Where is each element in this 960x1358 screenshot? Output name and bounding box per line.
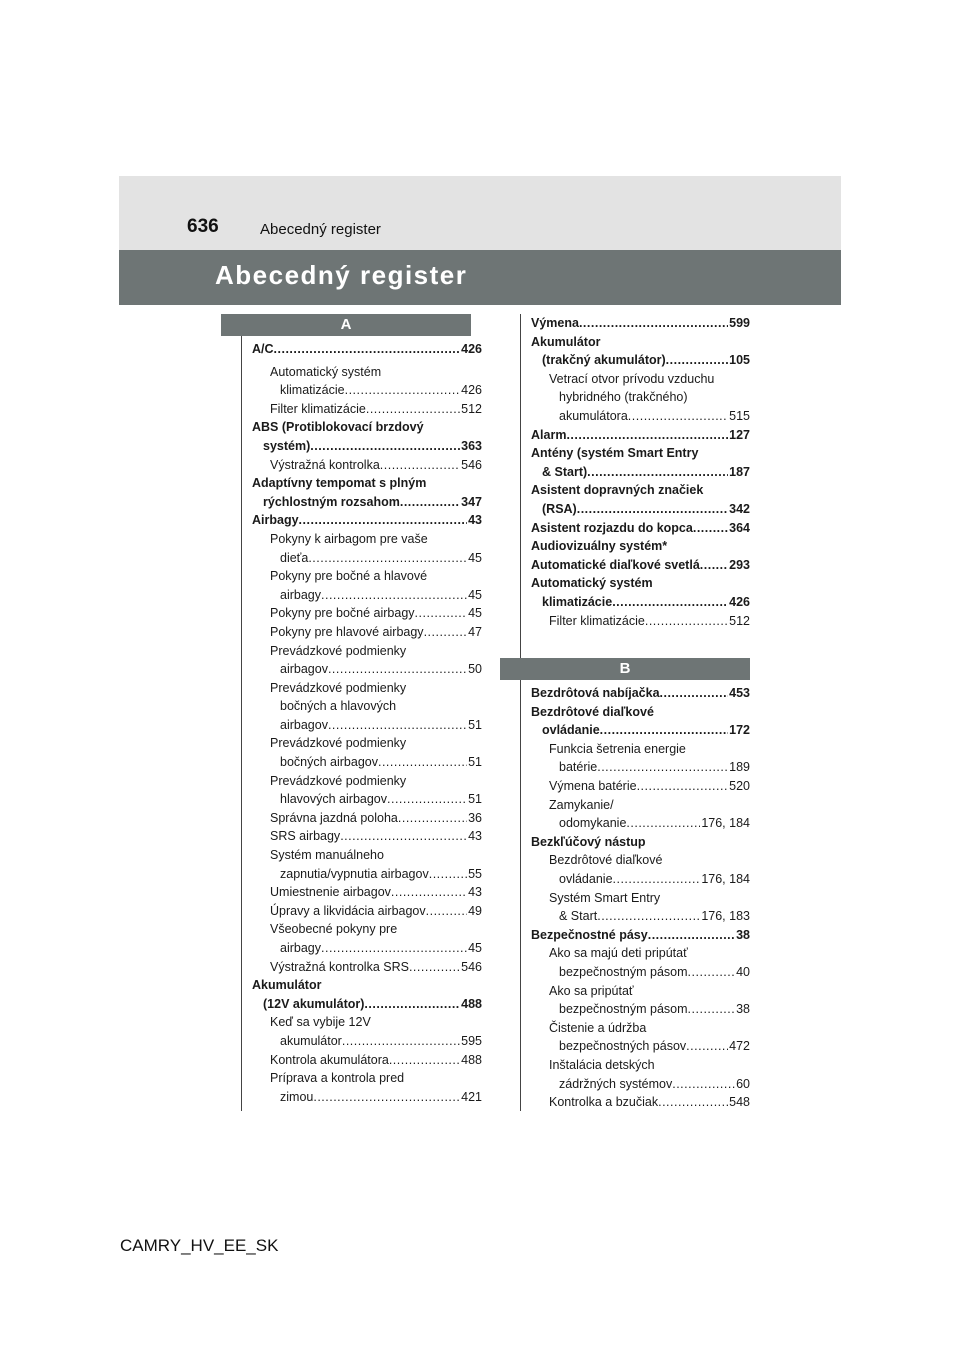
running-title: Abecedný register: [260, 221, 381, 238]
entry-text: Kontrolka a bzučiak: [549, 1095, 659, 1110]
entry-text: zádržných systémov: [559, 1076, 673, 1091]
leader-dots: [342, 1032, 460, 1051]
leader-dots: [613, 870, 701, 889]
entry-text: bezpečnostným pásom: [559, 965, 688, 979]
entry-text: bočných airbagov: [280, 755, 378, 770]
entry-text: Funkcia šetrenia energie: [549, 741, 686, 756]
leader-dots: [308, 549, 467, 568]
page-reference[interactable]: 127: [729, 427, 750, 442]
leader-dots: [321, 939, 467, 958]
leader-dots: [409, 958, 460, 977]
entry-text: Akumulátor: [252, 978, 322, 993]
entry-text: Keď sa vybije 12V: [270, 1015, 371, 1030]
leader-dots: [366, 400, 460, 419]
entry-text: Alarm: [531, 427, 567, 442]
entry-text: Audiovizuálny systém*: [531, 539, 668, 554]
entry-text: Automatický systém: [531, 576, 653, 591]
index-subentry: [252, 902, 482, 921]
index-entry: [252, 511, 482, 530]
index-subentry: [252, 958, 482, 977]
entry-text: Filter klimatizácie: [270, 401, 366, 416]
leader-dots: [672, 1075, 735, 1094]
leader-dots: [693, 519, 728, 538]
index-entry: [531, 481, 750, 518]
index-subentry: [531, 944, 750, 981]
leader-dots: [648, 926, 735, 945]
leader-dots: [426, 902, 467, 921]
header-band: [119, 176, 841, 250]
index-entry: [531, 833, 750, 852]
leader-dots: [577, 500, 728, 519]
page-reference[interactable]: 187: [729, 464, 750, 479]
leader-dots: [645, 612, 728, 631]
left-column: [252, 314, 482, 1106]
page-reference[interactable]: 38: [736, 927, 750, 942]
right-column: [531, 314, 750, 1112]
entry-text: Zamykanie/: [549, 797, 614, 812]
page-reference[interactable]: 60: [736, 1076, 750, 1091]
entry-text: zapnutia/vypnutia airbagov: [280, 866, 429, 881]
index-subentry: [252, 400, 482, 419]
entry-text: bezpečnostných pásov: [559, 1039, 687, 1054]
entry-text: Pokyny pre bočné airbagy: [270, 606, 415, 621]
page-reference[interactable]: 55: [468, 866, 482, 881]
entry-text: ovládanie: [559, 872, 613, 887]
entry-text: Akumulátor: [531, 334, 601, 349]
page-reference[interactable]: 38: [736, 1002, 750, 1017]
entry-text: Prevádzkové podmienky: [270, 773, 407, 788]
page-reference[interactable]: 546: [461, 457, 482, 472]
page-reference[interactable]: 453: [729, 686, 750, 701]
index-entry: [531, 926, 750, 945]
entry-text: Systém manuálneho: [270, 848, 384, 863]
entry-text: Inštalácia detských: [549, 1057, 655, 1072]
leader-dots: [424, 623, 468, 642]
leader-dots: [328, 660, 467, 679]
leader-dots: [378, 753, 467, 772]
entry-text: Úpravy a likvidácia airbagov: [270, 903, 426, 918]
right-entries-b: [531, 684, 750, 1112]
page-reference[interactable]: 488: [461, 1052, 482, 1067]
page-reference[interactable]: 47: [468, 624, 482, 639]
entry-text: SRS airbagy: [270, 829, 341, 844]
entry-text: airbagy: [280, 587, 321, 602]
page-reference[interactable]: 599: [729, 316, 750, 330]
left-column-rule: [241, 314, 242, 1111]
page-reference[interactable]: 548: [729, 1095, 750, 1110]
entry-text: Čistenie a údržba: [549, 1020, 647, 1035]
index-entry: [531, 314, 750, 333]
page-reference[interactable]: 512: [461, 401, 482, 416]
entry-text: Správna jazdná poloha: [270, 810, 398, 825]
entry-text: Bezdrôtové diaľkové: [549, 853, 663, 868]
page-reference[interactable]: 472: [729, 1039, 750, 1054]
page-reference[interactable]: 45: [468, 587, 482, 602]
index-entry: [531, 574, 750, 611]
entry-text: Umiestnenie airbagov: [270, 885, 391, 900]
entry-text: zimou: [280, 1089, 314, 1104]
left-entries: [252, 340, 482, 1106]
entry-text: & Start): [542, 464, 588, 479]
page-reference[interactable]: 426: [461, 342, 482, 356]
leader-dots: [587, 463, 728, 482]
page-reference[interactable]: 426: [729, 594, 750, 609]
leader-dots: [274, 340, 461, 359]
entry-text: bočných a hlavových: [280, 699, 397, 714]
leader-dots: [579, 314, 728, 333]
index-subentry: [252, 567, 482, 604]
leader-dots: [364, 995, 460, 1014]
entry-text: airbagov: [280, 662, 328, 677]
entry-text: Príprava a kontrola pred: [270, 1071, 405, 1086]
leader-dots: [660, 684, 729, 703]
leader-dots: [626, 814, 700, 833]
index-subentry: [531, 1056, 750, 1093]
entry-text: Všeobecné pokyny pre: [270, 922, 398, 937]
index-entry: [531, 519, 750, 538]
leader-dots: [600, 721, 728, 740]
entry-text: Bezdrôtová nabíjačka: [531, 686, 660, 701]
entry-text: dieťa: [280, 550, 309, 565]
section-header-b: B: [500, 658, 750, 680]
leader-dots: [310, 437, 460, 456]
entry-text: akumulátor: [280, 1033, 342, 1048]
entry-text: (RSA): [542, 501, 577, 516]
section-header-a: A: [221, 314, 471, 336]
index-subentry: [252, 1051, 482, 1070]
page-reference[interactable]: 426: [461, 383, 482, 398]
entry-text: Asistent rozjazdu do kopca: [531, 520, 693, 535]
entry-text: Prevádzkové podmienky: [270, 643, 407, 658]
leader-dots: [628, 407, 728, 426]
page-reference[interactable]: 342: [729, 501, 750, 516]
entry-text: Výmena batérie: [549, 779, 637, 794]
page-reference[interactable]: 43: [468, 513, 482, 528]
entry-text: Antény (systém Smart Entry: [531, 446, 699, 461]
page-reference[interactable]: 176, 183: [701, 909, 750, 924]
page-reference[interactable]: 595: [461, 1033, 482, 1048]
page-reference[interactable]: 512: [729, 613, 750, 628]
leader-dots: [321, 586, 467, 605]
index-subentry: [252, 772, 482, 809]
page-reference[interactable]: 172: [729, 723, 750, 738]
page-reference[interactable]: 176, 184: [701, 816, 750, 831]
footer-model-code: CAMRY_HV_EE_SK: [120, 1236, 279, 1255]
index-subentry: [252, 623, 482, 642]
entry-text: (trakčný akumulátor): [542, 353, 666, 368]
page-reference[interactable]: 176, 184: [701, 872, 750, 887]
index-subentry: [531, 1093, 750, 1112]
entry-text: Ako sa majú deti pripútať: [549, 946, 688, 961]
entry-text: A/C: [252, 342, 274, 356]
index-subentry: [531, 1019, 750, 1056]
index-subentry: [531, 740, 750, 777]
leader-dots: [398, 809, 467, 828]
index-subentry: [252, 846, 482, 883]
index-entry: [531, 703, 750, 740]
page-reference[interactable]: 520: [729, 779, 750, 794]
right-column-rule: [520, 314, 521, 1111]
entry-text: Ako sa pripútať: [549, 983, 634, 998]
index-entry: [252, 474, 482, 511]
index-entry: [252, 340, 482, 359]
entry-text: Vetrací otvor prívodu vzduchu: [549, 371, 715, 386]
leader-dots: [313, 1088, 460, 1107]
index-subentry: [252, 604, 482, 623]
leader-dots: [387, 790, 467, 809]
page-reference[interactable]: 50: [468, 662, 482, 677]
entry-text: Filter klimatizácie: [549, 613, 645, 628]
entry-text: klimatizácie: [542, 594, 613, 609]
entry-text: Systém Smart Entry: [549, 890, 661, 905]
index-subentry: [531, 370, 750, 426]
page-reference[interactable]: 40: [736, 965, 750, 979]
index-entry: [531, 333, 750, 370]
leader-dots: [566, 426, 728, 445]
index-entry: [252, 976, 482, 1013]
leader-dots: [340, 827, 467, 846]
entry-text: Pokyny pre bočné a hlavové: [270, 569, 428, 584]
entry-text: bezpečnostným pásom: [559, 1002, 688, 1017]
index-subentry: [252, 530, 482, 567]
leader-dots: [597, 907, 700, 926]
index-subentry: [252, 827, 482, 846]
index-subentry: [252, 920, 482, 957]
leader-dots: [658, 1093, 728, 1112]
index-subentry: [252, 679, 482, 735]
entry-text: Automatické diaľkové svetlá: [531, 557, 700, 572]
entry-text: akumulátora: [559, 408, 628, 423]
leader-dots: [597, 758, 728, 777]
page-reference[interactable]: 105: [729, 353, 750, 368]
index-entry: [531, 444, 750, 481]
index-subentry: [531, 777, 750, 796]
leader-dots: [688, 1000, 736, 1019]
page-reference[interactable]: 488: [461, 996, 482, 1011]
page-reference[interactable]: 51: [468, 717, 482, 732]
entry-text: Pokyny pre hlavové airbagy: [270, 624, 424, 639]
leader-dots: [686, 1037, 728, 1056]
entry-text: & Start: [559, 909, 598, 924]
page-reference[interactable]: 515: [729, 408, 750, 423]
leader-dots: [666, 351, 728, 370]
entry-text: odomykanie: [559, 816, 627, 831]
page-reference[interactable]: 421: [461, 1089, 482, 1104]
page-reference[interactable]: 364: [729, 520, 750, 535]
entry-text: Výmena: [531, 316, 579, 330]
index-entry: [531, 426, 750, 445]
page-title: Abecedný register: [215, 260, 468, 290]
leader-dots: [700, 556, 728, 575]
entry-text: airbagov: [280, 717, 328, 732]
page-reference[interactable]: 43: [468, 885, 482, 900]
entry-text: Asistent dopravných značiek: [531, 483, 704, 498]
leader-dots: [391, 883, 467, 902]
page-reference[interactable]: 347: [461, 494, 482, 509]
page-reference[interactable]: 51: [468, 755, 482, 770]
index-entry: [531, 556, 750, 575]
entry-text: Pokyny k airbagom pre vaše: [270, 531, 428, 546]
leader-dots: [380, 456, 460, 475]
index-entry: [252, 418, 482, 455]
leader-dots: [389, 1051, 460, 1070]
entry-text: Prevádzkové podmienky: [270, 680, 407, 695]
index-subentry: [531, 612, 750, 631]
entry-text: Výstražná kontrolka: [270, 457, 380, 472]
entry-text: airbagy: [280, 941, 321, 955]
page-reference[interactable]: 45: [468, 550, 482, 565]
leader-dots: [345, 381, 461, 400]
index-entry: [531, 684, 750, 703]
index-subentry: [531, 851, 750, 888]
index-subentry: [252, 1069, 482, 1106]
right-entries-a: [531, 314, 750, 630]
page-reference[interactable]: 45: [468, 941, 482, 955]
leader-dots: [415, 604, 468, 623]
page-reference[interactable]: 36: [468, 810, 482, 825]
index-subentry: [252, 642, 482, 679]
entry-text: Automatický systém: [270, 364, 382, 379]
entry-text: Výstražná kontrolka SRS: [270, 959, 409, 974]
page-reference[interactable]: 189: [729, 760, 750, 775]
index-subentry: [531, 982, 750, 1019]
index-subentry: [252, 1013, 482, 1050]
index-subentry: [252, 883, 482, 902]
index-subentry: [252, 363, 482, 400]
index-subentry: [252, 809, 482, 828]
entry-text: Bezdrôtové diaľkové: [531, 704, 654, 719]
page-reference[interactable]: 45: [468, 606, 482, 621]
page-reference[interactable]: 43: [468, 829, 482, 844]
entry-text: ovládanie: [542, 723, 600, 738]
entry-text: batérie: [559, 760, 598, 775]
entry-text: Adaptívny tempomat s plným: [252, 476, 427, 491]
leader-dots: [299, 511, 468, 530]
index-subentry: [531, 889, 750, 926]
page-reference[interactable]: 546: [461, 959, 482, 974]
index-entry: [531, 537, 750, 556]
leader-dots: [400, 493, 460, 512]
entry-text: ABS (Protiblokovací brzdový: [252, 420, 424, 435]
section-gap: [531, 630, 750, 658]
leader-dots: [612, 593, 728, 612]
entry-text: (12V akumulátor): [263, 996, 365, 1011]
page-number: 636: [187, 216, 219, 237]
entry-text: Prevádzkové podmienky: [270, 736, 407, 751]
page-reference[interactable]: 49: [468, 903, 482, 918]
entry-text: klimatizácie: [280, 383, 345, 398]
entry-text: systém): [263, 438, 311, 453]
entry-text: Airbagy: [252, 513, 299, 528]
index-subentry: [531, 796, 750, 833]
index-subentry: [252, 734, 482, 771]
entry-text: hybridného (trakčného): [559, 390, 688, 405]
entry-text: Bezkľúčový nástup: [531, 834, 646, 849]
entry-text: rýchlostným rozsahom: [263, 494, 400, 509]
entry-text: Kontrola akumulátora: [270, 1052, 389, 1067]
index-subentry: [252, 456, 482, 475]
leader-dots: [328, 716, 467, 735]
leader-dots: [688, 963, 736, 982]
page-reference[interactable]: 293: [729, 557, 750, 572]
leader-dots: [637, 777, 729, 796]
page-reference[interactable]: 363: [461, 438, 482, 453]
leader-dots: [429, 865, 467, 884]
entry-text: Bezpečnostné pásy: [531, 927, 648, 942]
entry-text: hlavových airbagov: [280, 792, 388, 807]
page-reference[interactable]: 51: [468, 792, 482, 807]
